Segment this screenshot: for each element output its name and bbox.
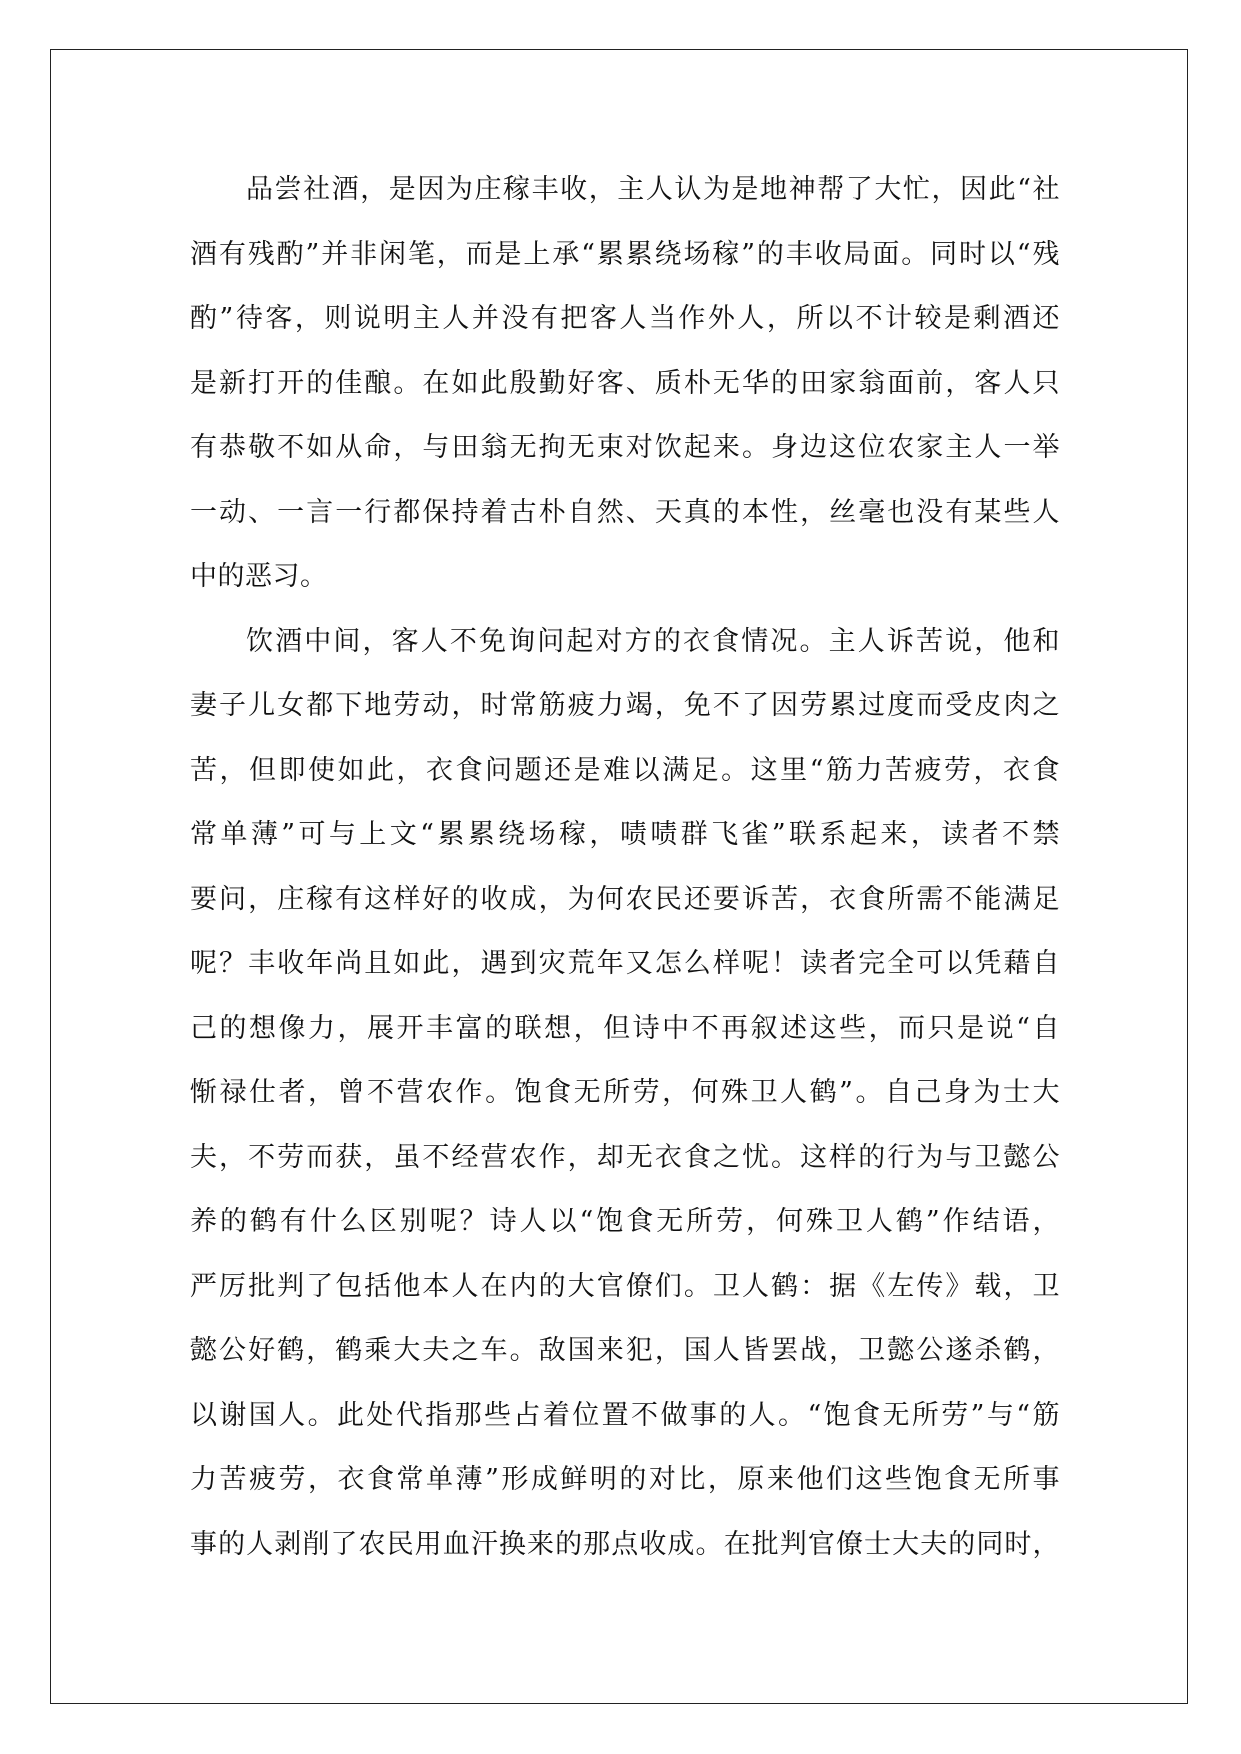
text-line: 品尝社酒，是因为庄稼丰收，主人认为是地神帮了大忙，因此“社 [246,174,1060,205]
text-line: 要问，庄稼有这样好的收成，为何农民还要诉苦，衣食所需不能满足 [190,883,1060,915]
document-body [190,158,1060,1577]
text-line: 饮酒中间，客人不免询问起对方的衣食情况。主人诉苦说，他和 [246,625,1060,657]
text-line: 懿公好鹤，鹤乘大夫之车。敌国来犯，国人皆罢战，卫懿公遂杀鹤， [190,1335,1060,1366]
paragraph-2 [190,610,1060,1578]
paragraph-1 [190,158,1060,610]
text-line: 酌”待客，则说明主人并没有把客人当作外人，所以不计较是剩酒还 [190,303,1060,334]
text-line: 苦，但即使如此，衣食问题还是难以满足。这里“筋力苦疲劳，衣食 [190,754,1060,786]
text-line: 惭禄仕者，曾不营农作。饱食无所劳，何殊卫人鹤”。自己身为士大 [190,1077,1060,1108]
text-line: 严厉批判了包括他本人在内的大官僚们。卫人鹤：据《左传》载，卫 [190,1270,1060,1302]
text-line: 己的想像力，展开丰富的联想，但诗中不再叙述这些，而只是说“自 [190,1012,1060,1044]
text-line: 有恭敬不如从命，与田翁无拘无束对饮起来。身边这位农家主人一举 [190,432,1060,463]
text-line: 养的鹤有什么区别呢？诗人以“饱食无所劳，何殊卫人鹤”作结语， [190,1206,1060,1237]
text-line: 妻子儿女都下地劳动，时常筋疲力竭，免不了因劳累过度而受皮肉之 [190,690,1060,721]
text-line: 一动、一言一行都保持着古朴自然、天真的本性，丝毫也没有某些人 [190,496,1060,528]
text-line: 事的人剥削了农民用血汗换来的那点收成。在批判官僚士大夫的同时， [190,1528,1060,1560]
text-line: 中的恶习。 [190,561,328,592]
text-line: 夫，不劳而获，虽不经营农作，却无衣食之忧。这样的行为与卫懿公 [190,1141,1060,1173]
text-line: 以谢国人。此处代指那些占着位置不做事的人。“饱食无所劳”与“筋 [190,1399,1060,1431]
text-line: 是新打开的佳酿。在如此殷勤好客、质朴无华的田家翁面前，客人只 [190,367,1060,399]
text-line: 常单薄”可与上文“累累绕场稼，啧啧群飞雀”联系起来，读者不禁 [190,819,1060,850]
text-line: 呢？丰收年尚且如此，遇到灾荒年又怎么样呢！读者完全可以凭藉自 [190,948,1060,979]
text-line: 力苦疲劳，衣食常单薄”形成鲜明的对比，原来他们这些饱食无所事 [190,1464,1060,1495]
text-line: 酒有残酌”并非闲笔，而是上承“累累绕场稼”的丰收局面。同时以“残 [190,238,1060,270]
